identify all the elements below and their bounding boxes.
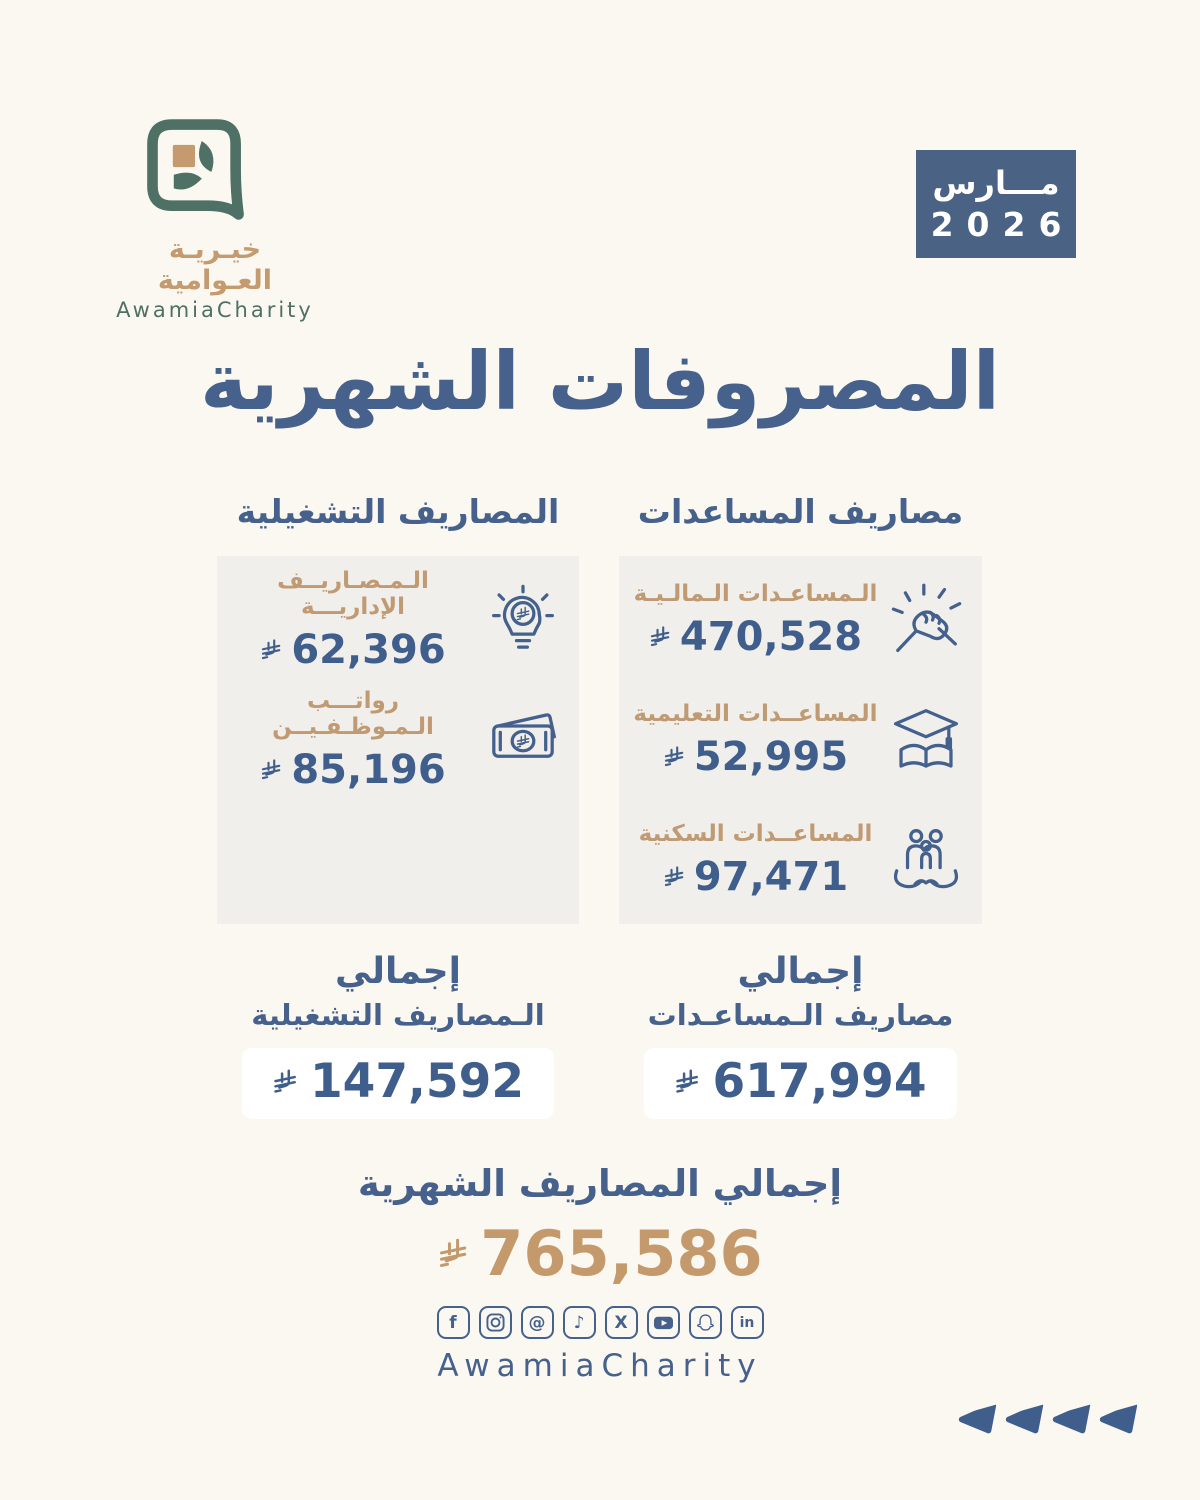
logo-english-name: AwamiaCharity: [116, 298, 314, 322]
riyal-currency-icon: [260, 758, 282, 782]
social-icons-row: [0, 1306, 1200, 1339]
bulb-riyal-icon: [481, 582, 565, 658]
operational-expenses-card: [217, 556, 579, 924]
administrative-expenses-label: الـمـصـاريــف الإداريـــة: [277, 567, 429, 620]
housing-aid-label: المساعــدات السكنية: [638, 820, 873, 847]
riyal-currency-icon: [649, 625, 671, 649]
grand-total-label: إجمالي المصاريف الشهرية: [357, 1162, 843, 1205]
operational-total-word: إجمالي: [335, 951, 461, 992]
charity-handle: AwamiaCharity: [437, 1348, 763, 1384]
snapchat-icon[interactable]: [689, 1306, 722, 1339]
riyal-currency-icon: [663, 865, 685, 889]
x-icon[interactable]: X: [605, 1306, 638, 1339]
footer-social: [0, 1306, 1200, 1384]
aid-total: [619, 951, 982, 1119]
financial-aid-label: الـمساعـدات الـمالـيـة: [633, 580, 878, 607]
grand-total-value: 765,586: [437, 1217, 762, 1290]
aid-total-value: 617,994: [644, 1048, 956, 1119]
employee-salaries-item: [231, 680, 565, 800]
month-year-badge: [916, 150, 1076, 258]
housing-aid-item: [633, 800, 968, 920]
educational-aid-value: 52,995: [633, 734, 878, 780]
banknotes-icon: [481, 702, 565, 778]
riyal-currency-icon: [674, 1068, 700, 1096]
operational-column-header: المصاريف التشغيلية: [236, 492, 560, 531]
tiktok-icon[interactable]: ♪: [563, 1306, 596, 1339]
operational-total: [217, 951, 579, 1119]
youtube-icon[interactable]: [647, 1306, 680, 1339]
riyal-currency-icon: [260, 638, 282, 662]
administrative-expenses-item: [231, 560, 565, 680]
riyal-currency-icon: [437, 1237, 469, 1271]
financial-aid-value: 470,528: [633, 614, 878, 660]
aid-total-word: إجمالي: [737, 951, 864, 992]
badge-month: مـــارس: [932, 164, 1060, 202]
page-title: المصروفات الشهرية: [199, 335, 1001, 428]
aid-expenses-column: [619, 492, 982, 1119]
aid-expenses-card: [619, 556, 982, 924]
charity-logo: [110, 110, 320, 322]
back-arrow-icon: [1049, 1398, 1093, 1440]
family-care-icon: [884, 822, 968, 898]
riyal-currency-icon: [663, 745, 685, 769]
riyal-currency-icon: [272, 1068, 298, 1096]
employee-salaries-label: رواتـــب الـمـوظـفـيــن: [272, 687, 434, 740]
facebook-icon[interactable]: f: [437, 1306, 470, 1339]
back-arrow-icon: [1002, 1398, 1046, 1440]
back-arrow-icon: [955, 1398, 999, 1440]
educational-aid-label: المساعــدات التعليمية: [633, 700, 878, 727]
operational-total-label: الـمصاريف التشغيلية: [251, 998, 545, 1032]
operational-expenses-column: [217, 492, 579, 1119]
grand-total: [0, 1162, 1200, 1290]
back-arrow-icon: [1096, 1398, 1140, 1440]
instagram-icon[interactable]: [479, 1306, 512, 1339]
charity-logo-icon: [138, 110, 254, 228]
aid-total-label: مصاريف الـمساعـدات: [647, 998, 954, 1032]
badge-year: 2026: [930, 205, 1075, 244]
handshake-icon: [884, 582, 968, 658]
financial-aid-item: [633, 560, 968, 680]
threads-icon[interactable]: @: [521, 1306, 554, 1339]
back-arrows: [955, 1398, 1140, 1440]
operational-total-value: 147,592: [242, 1048, 554, 1119]
education-icon: [884, 702, 968, 778]
educational-aid-item: [633, 680, 968, 800]
housing-aid-value: 97,471: [633, 854, 878, 900]
administrative-expenses-value: 62,396: [231, 627, 475, 673]
employee-salaries-value: 85,196: [231, 747, 475, 793]
linkedin-icon[interactable]: in: [731, 1306, 764, 1339]
aid-column-header: مصاريف المساعدات: [637, 492, 964, 531]
logo-arabic-name: خيـريـة العـوامية: [157, 234, 273, 296]
